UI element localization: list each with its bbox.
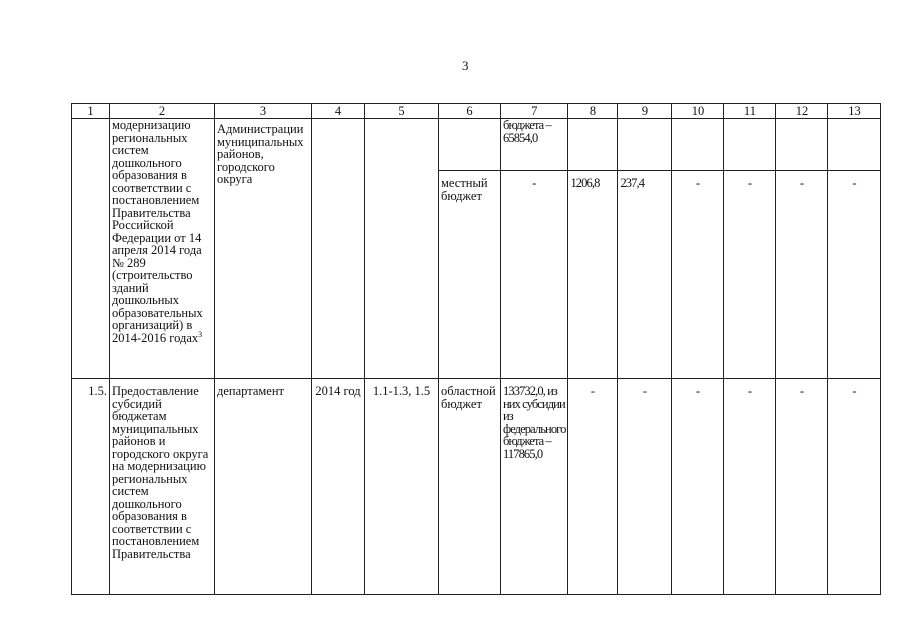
value-cell [568, 119, 618, 171]
measure-description-cell: Предоставление субсидий бюджетам муниципальных районов и городского округа на модернизацию региональных систем дошкольного образования в соответствии с постановлением Правительства [110, 379, 215, 595]
header-cell: 11 [724, 104, 776, 119]
header-cell: 8 [568, 104, 618, 119]
header-cell: 13 [828, 104, 881, 119]
header-cell: 4 [312, 104, 365, 119]
value-cell: 237,4 [618, 171, 672, 379]
footnote-mark: 3 [198, 329, 203, 339]
source-cell: областной бюджет [439, 379, 501, 595]
table-row [72, 379, 881, 595]
value-cell: - [776, 379, 828, 595]
value-cell: - [672, 171, 724, 379]
value-cell: - [776, 171, 828, 379]
header-cell: 5 [365, 104, 439, 119]
value-cell: 1206,8 [568, 171, 618, 379]
header-cell: 12 [776, 104, 828, 119]
executor-cell: Администрации муниципальных районов, городского округа [215, 119, 312, 379]
source-cell [439, 119, 501, 171]
executor-cell: департамент [215, 379, 312, 595]
page-number: 3 [462, 58, 469, 73]
measure-description-cell [110, 119, 215, 379]
value-cell: - [672, 379, 724, 595]
amount-cell: бюджета – 65854,0 [501, 119, 568, 171]
value-cell [672, 119, 724, 171]
header-cell: 1 [72, 104, 110, 119]
indicator-cell [365, 119, 439, 379]
header-row [72, 104, 881, 119]
amount-cell: - [501, 171, 568, 379]
value-cell: - [724, 379, 776, 595]
indicator-cell: 1.1-1.3, 1.5 [365, 379, 439, 595]
budget-table [71, 103, 881, 595]
row-number-cell [72, 119, 110, 379]
term-cell [312, 119, 365, 379]
amount-cell: 133732,0, из них субсидии из федерального бюджета – 117865,0 [501, 379, 568, 595]
header-cell: 9 [618, 104, 672, 119]
value-cell [776, 119, 828, 171]
source-cell: местный бюджет [439, 171, 501, 379]
table-row [72, 119, 881, 171]
header-cell: 10 [672, 104, 724, 119]
value-cell: - [828, 171, 881, 379]
term-cell: 2014 год [312, 379, 365, 595]
value-cell: - [724, 171, 776, 379]
value-cell: - [618, 379, 672, 595]
header-cell: 3 [215, 104, 312, 119]
row-number-cell: 1.5. [72, 379, 110, 595]
value-cell: - [828, 379, 881, 595]
value-cell [828, 119, 881, 171]
value-cell [618, 119, 672, 171]
value-cell [724, 119, 776, 171]
header-cell: 6 [439, 104, 501, 119]
header-cell: 7 [501, 104, 568, 119]
value-cell: - [568, 379, 618, 595]
measure-description-text: модернизацию региональных систем дошкольного образования в соответствии с постановлением Правительства Российской Федерации от 14 апреля 2014 года № 289 (строительство зданий дошкольных образовательных организаций) в 2014-2016 годах [112, 118, 203, 345]
header-cell: 2 [110, 104, 215, 119]
